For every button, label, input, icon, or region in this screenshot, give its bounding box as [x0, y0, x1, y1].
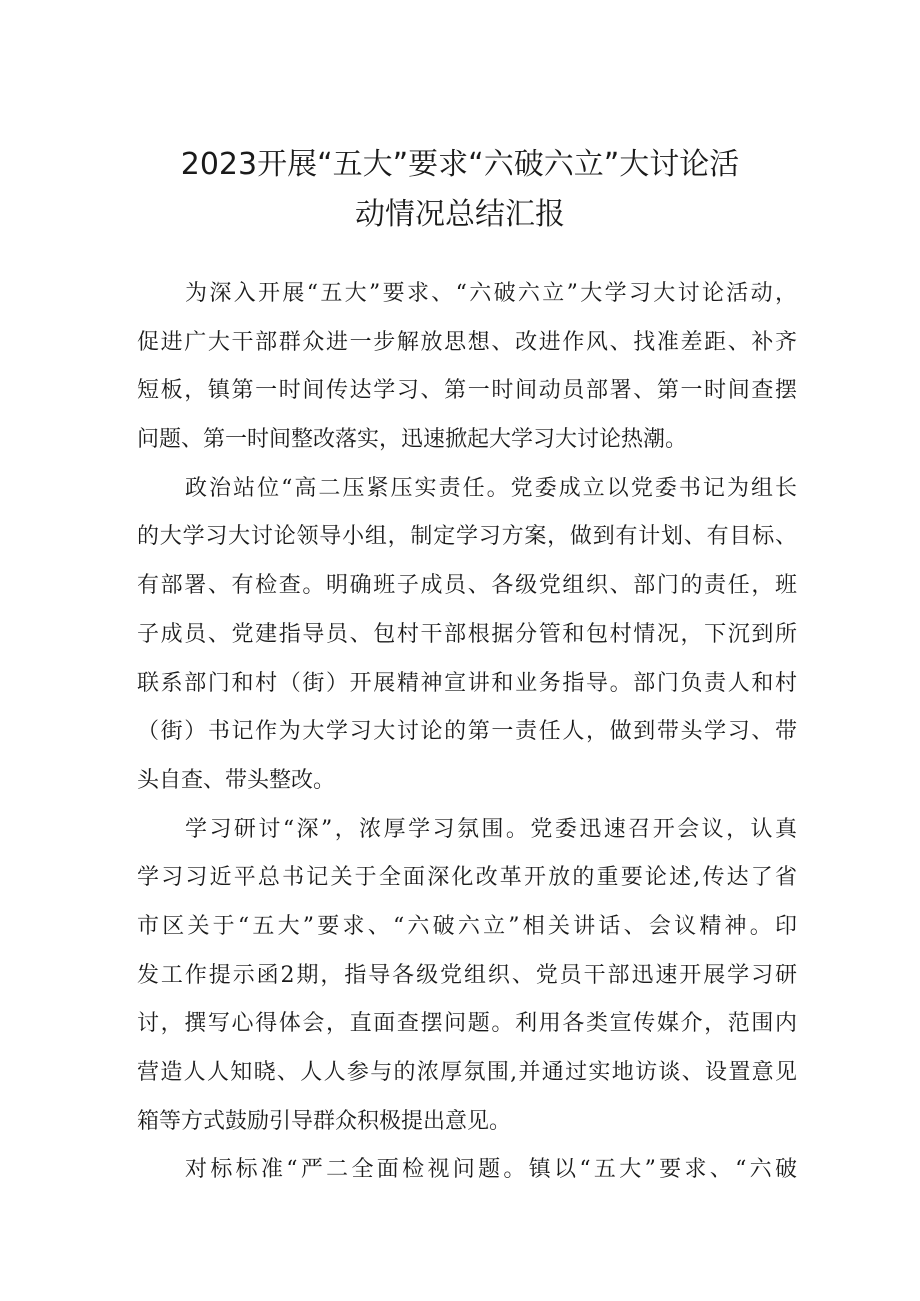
paragraph-1	[137, 270, 797, 465]
document-title	[120, 140, 800, 240]
text-line: 箱等方式鼓励引导群众积极提出意见。	[137, 1108, 512, 1134]
text-line: 的大学习大讨论领导小组，制定学习方案，做到有计划、有目标、	[137, 524, 797, 550]
text-line: 营造人人知晓、人人参与的浓厚氛围,并通过实地访谈、设置意见	[137, 1060, 797, 1085]
paragraph-3	[137, 806, 797, 1147]
document-body	[137, 270, 797, 1195]
title-line: 动情况总结汇报	[355, 197, 565, 232]
text-line: 头自查、带头整改。	[137, 767, 336, 793]
paragraph-2	[137, 465, 797, 806]
title-line: 2023开展“五大”要求“六破六立”大讨论活	[180, 147, 740, 182]
text-line: 讨，撰写心得体会，直面查摆问题。利用各类宣传媒介，范围内	[137, 1011, 797, 1037]
text-line: （街）书记作为大学习大讨论的第一责任人，做到带头学习、带	[137, 719, 797, 745]
text-line: 市区关于“五大”要求、“六破六立”相关讲话、会议精神。印	[137, 913, 797, 939]
text-line: 政治站位“高二压紧压实责任。党委成立以党委书记为组长	[185, 475, 797, 501]
text-line: 促进广大干部群众进一步解放思想、改进作风、找准差距、补齐	[137, 329, 797, 355]
text-line: 学习习近平总书记关于全面深化改革开放的重要论述,传达了省	[137, 865, 797, 891]
text-line: 发工作提示函2期，指导各级党组织、党员干部迅速开展学习研	[137, 962, 797, 988]
text-line: 问题、第一时间整改落实，迅速掀起大学习大讨论热潮。	[137, 427, 688, 453]
text-line: 对标标准“严二全面检视问题。镇以“五大”要求、“六破	[185, 1157, 797, 1183]
text-line: 学习研讨“深”，浓厚学习氛围。党委迅速召开会议，认真	[185, 816, 797, 842]
text-line: 有部署、有检查。明确班子成员、各级党组织、部门的责任，班	[137, 573, 797, 599]
text-line: 子成员、党建指导员、包村干部根据分管和包村情况，下沉到所	[137, 621, 797, 647]
text-line: 联系部门和村（街）开展精神宣讲和业务指导。部门负责人和村	[137, 670, 797, 696]
text-line: 为深入开展“五大”要求、“六破六立”大学习大讨论活动，	[185, 281, 797, 306]
text-line: 短板，镇第一时间传达学习、第一时间动员部署、第一时间查摆	[137, 378, 797, 404]
paragraph-4	[137, 1146, 797, 1195]
